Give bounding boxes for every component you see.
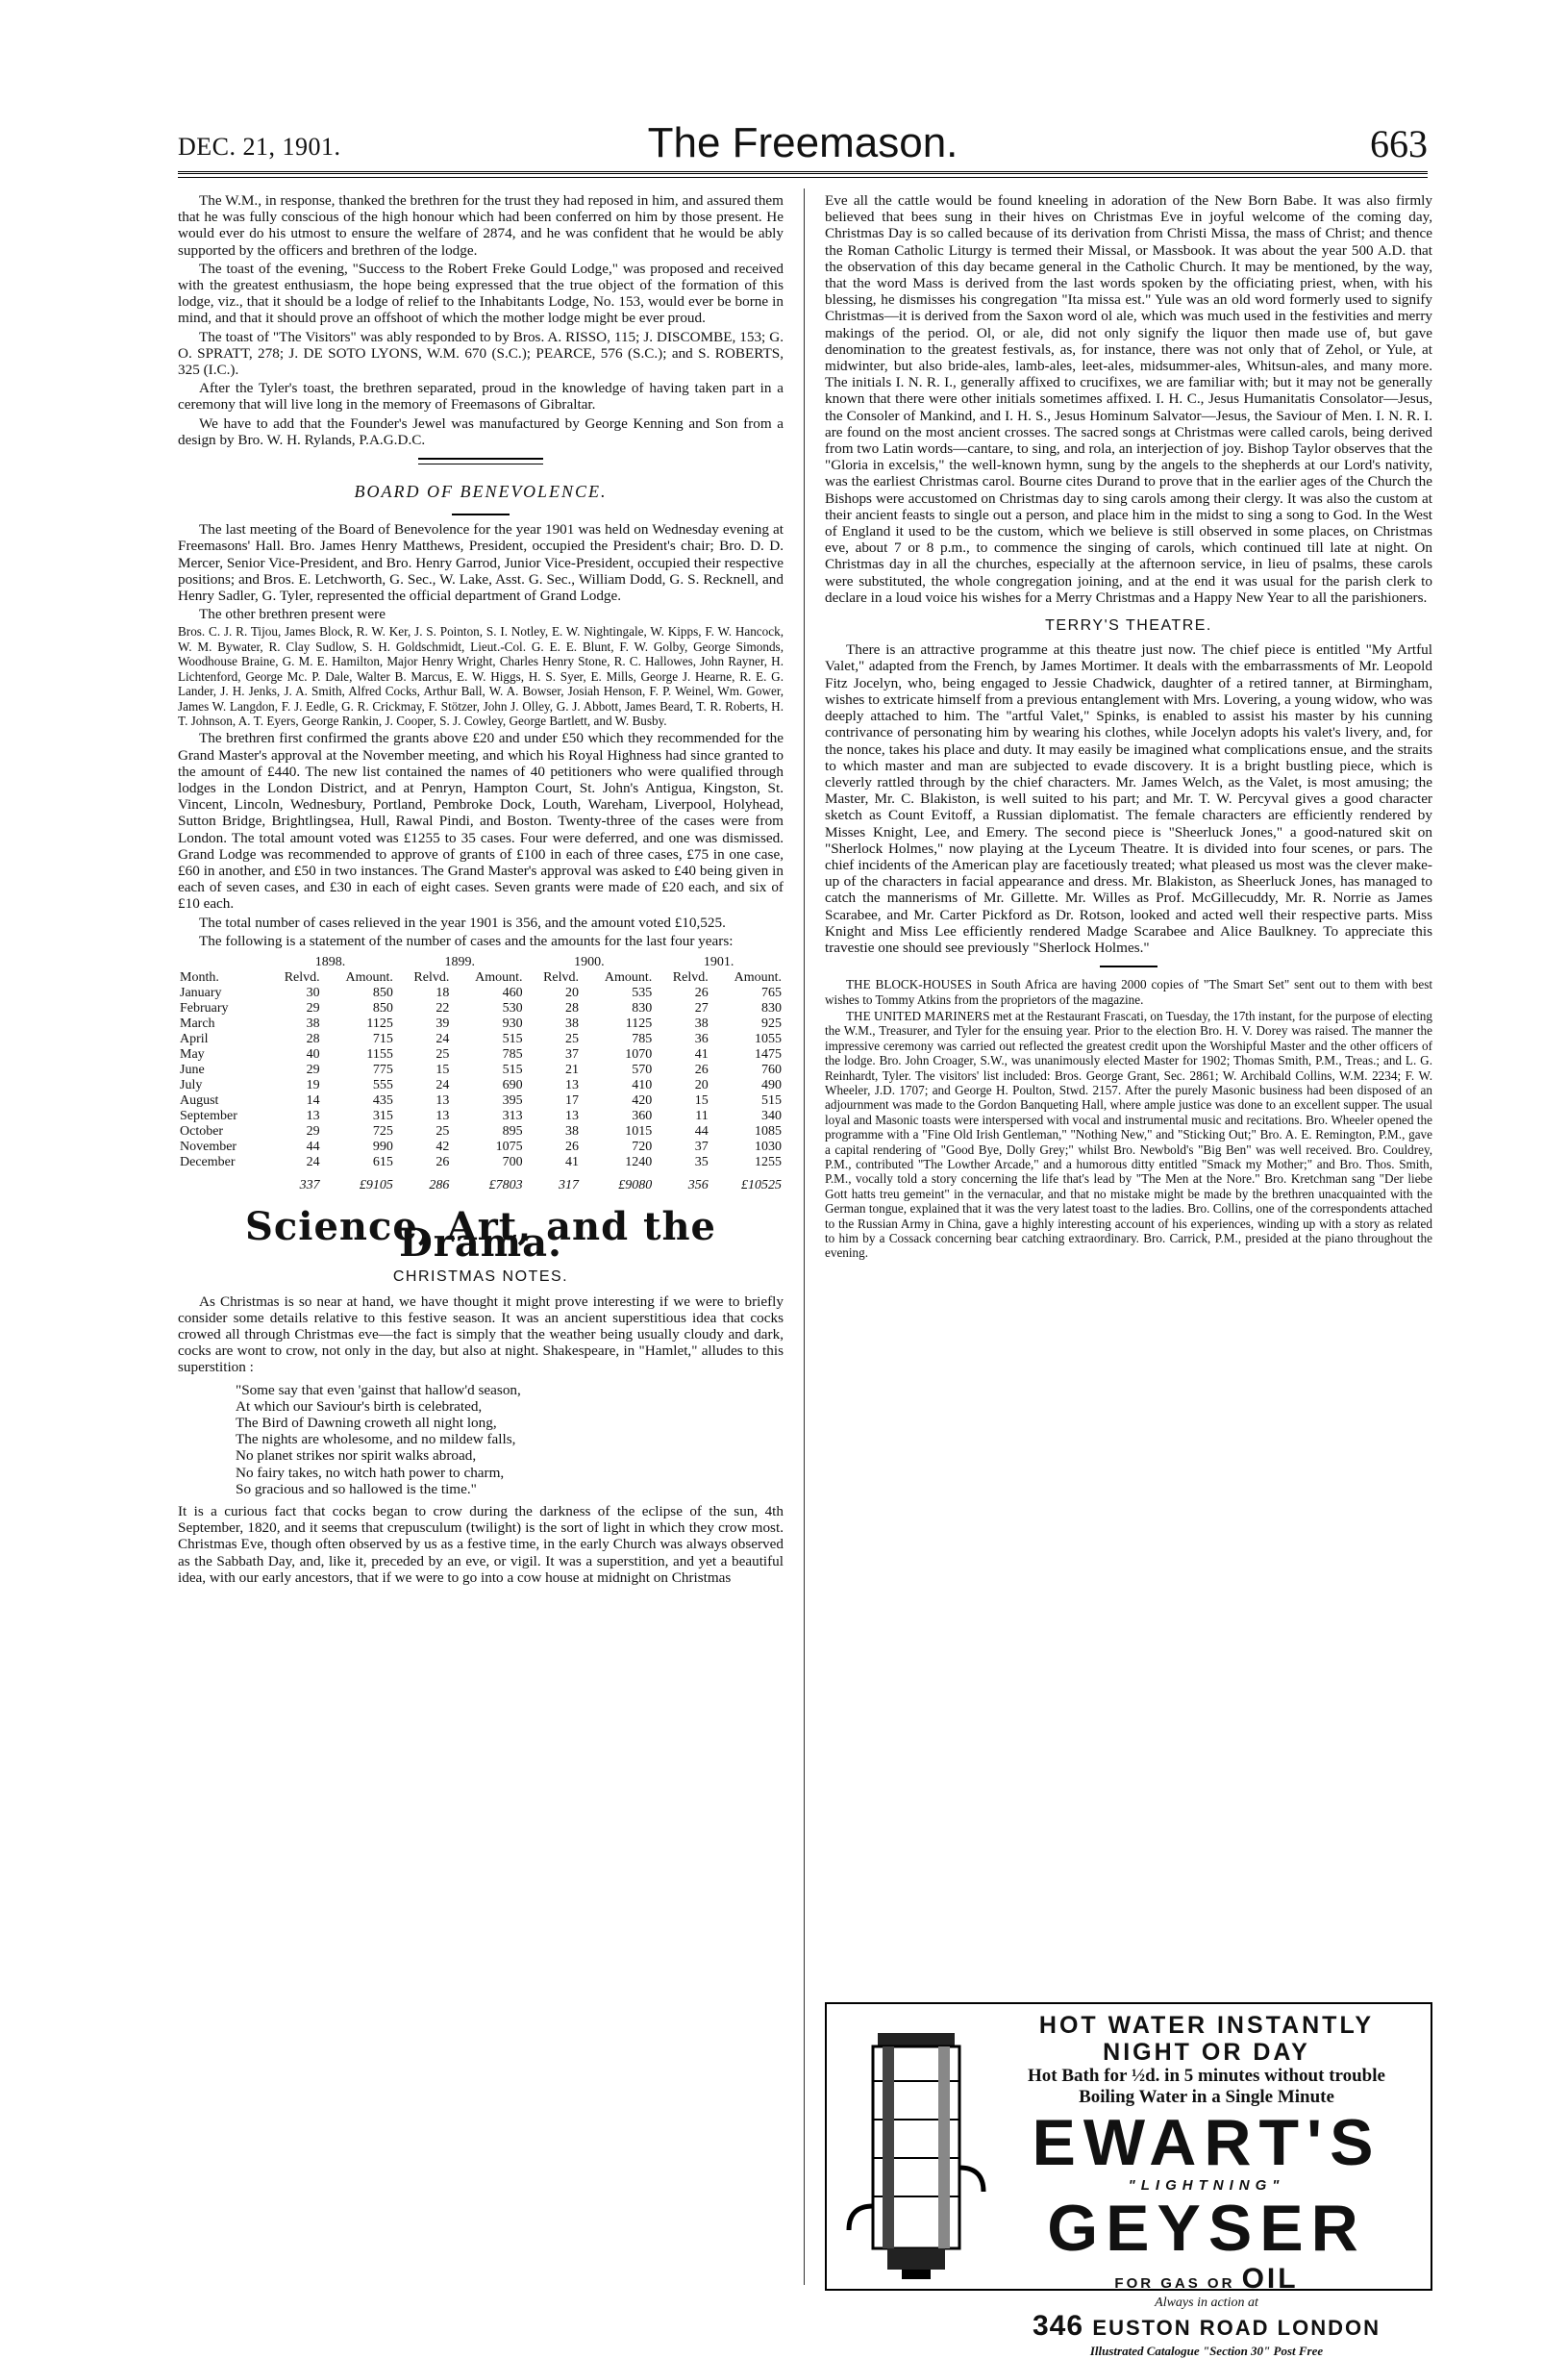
table-total-cell	[178, 1170, 265, 1193]
item-rule	[1100, 966, 1157, 967]
table-cell: 38	[565, 1016, 580, 1031]
table-cell: 765	[761, 985, 782, 1000]
table-column-header: Relvd.	[413, 969, 450, 985]
table-cell: 38	[565, 1123, 580, 1139]
advert-line: NIGHT OR DAY	[1103, 2039, 1310, 2066]
intro-paragraph: The toast of the evening, "Success to the Robert Freke Gould Lodge," was proposed and received with the greatest enthusiasm, the hope being expressed that the true object of the formation of this lodge, viz., that it should be a lodge of relief to the Inhabitants Lodge, No. 153, would ever be borne in mind, and that it should prove an offshoot of which the mother lodge might be ever proud.	[178, 260, 784, 327]
table-cell: 760	[761, 1062, 782, 1077]
table-cell: 850	[372, 1000, 393, 1016]
table-column-header: Relvd.	[672, 969, 709, 985]
table-cell: 1070	[625, 1046, 653, 1062]
table-year: 1899.	[444, 954, 475, 969]
table-cell: 1055	[755, 1031, 782, 1046]
table-cell: 26	[565, 1139, 580, 1154]
terrys-title: TERRY'S THEATRE.	[1045, 617, 1212, 635]
table-cell: 515	[502, 1062, 523, 1077]
benevolence-paragraph: The other brethren present were	[199, 606, 386, 623]
grants-paragraph: The total number of cases relieved in the year 1901 is 356, and the amount voted £10,525.	[199, 914, 726, 931]
poem-line: No fairy takes, no witch hath power to charm,	[236, 1464, 505, 1481]
table-cell: 1015	[625, 1123, 653, 1139]
table-row	[178, 1016, 784, 1032]
table-cell: February	[180, 1000, 229, 1016]
table-row	[178, 1155, 784, 1170]
table-cell: 13	[306, 1108, 320, 1123]
table-cell: 785	[502, 1046, 523, 1062]
table-cell: 28	[306, 1031, 320, 1046]
table-cell: 1475	[755, 1046, 782, 1062]
table-cell: 13	[565, 1108, 580, 1123]
table-cell: 515	[502, 1031, 523, 1046]
table-cell: 29	[306, 1123, 320, 1139]
grants-paragraph: The brethren first confirmed the grants above £20 and under £50 which they recommended for the Grand Master's approval at the November meeting, and which his Royal Highness had since granted to the amount of £440. The new list contained the names of 40 petitioners who were qualified through lodges in the London District, and at Penryn, Hampton Court, St. John's Antigua, Kingston, St. Vincent, Lincoln, Wednesbury, Portland, Pembroke Dock, Louth, Wareham, Liverpool, Holyhead, Sutton Bridge, Brightlingsea, Hull, Rawal Pindi, and Boston. Twenty-three of the cases were from London. The total amount voted was £1255 to 35 cases. Four were deferred, and one was dismissed. Grand Lodge was recommended to approve of grants of £100 in each of three cases, £75 in one case, £60 in another, and £50 in two instances. The Grand Master's approval was asked to £40 being given in each of seven cases, and £30 in each of eight cases. Seven grants were made of £20 each, and six of £10 each.	[178, 730, 784, 913]
title-rule	[452, 514, 510, 515]
benevolence-title: BOARD OF BENEVOLENCE.	[354, 482, 608, 502]
advert-product: GEYSER	[1047, 2192, 1366, 2265]
table-cell: 19	[306, 1077, 320, 1092]
table-cell: 21	[565, 1062, 580, 1077]
table-cell: October	[180, 1123, 224, 1139]
table-row	[178, 1001, 784, 1016]
table-cell: 28	[565, 1000, 580, 1016]
table-year: 1898.	[314, 954, 346, 969]
table-cell: 26	[436, 1154, 450, 1169]
table-column-header: Relvd.	[284, 969, 320, 985]
advert-address	[990, 2311, 1423, 2344]
intro-paragraph: The toast of "The Visitors" was ably responded to by Bros. A. RISSO, 115; J. DISCOMBE, 153; G. O. SPRATT, 278; J. DE SOTO LYONS, W.M. 670 (S.C.); PEARCE, 576 (S.C.); and S. ROBERTS, 325 (I.C.).	[178, 328, 784, 379]
table-cell: September	[180, 1108, 237, 1123]
intro-paragraph: We have to add that the Founder's Jewel was manufactured by George Kenning and Son from a design by Bro. W. H. Rylands, P.A.G.D.C.	[178, 414, 784, 448]
table-column-header: Amount.	[345, 969, 393, 985]
table-cell: 1155	[366, 1046, 393, 1062]
table-column-header: Relvd.	[543, 969, 580, 985]
table-total-cell: £10525	[741, 1177, 782, 1192]
christmas-continued: Eve all the cattle would be found kneeling in adoration of the New Born Babe. It was also firmly believed that bees sung in their hives on Christmas Eve in joyful welcome of the coming day, Christmas Day is so called because of its derivation from Christi Missa, the mass of Christ; and thence the Roman Catholic Liturgy is termed their Missal, or Massbook. It was about the year 500 A.D. that the observation of this day became general in the Catholic Church. It may be mentioned, by the way, that the word Mass is derived from the last words spoken by the officiating priest, when, with his blessing, he dismisses his congregation "Ita missa est." Yule was an old word formerly used to signify Christmas—it is derived from the Saxon word ol ale, which was much used in the festivities and merry makings of the period. Ol, or ale, did not only signify the liquor then made use of, but gave denomination to the greatest festivals, as, for instance, there was not only that of Zehol, or Yule, at midwinter, but also bride-ales, lamb-ales, leet-ales, midsummer-ales, Whitsun-ales, and many more. The initials I. N. R. I., generally affixed to crucifixes, we are familiar with; but it may not be generally known that there were other initials sometimes affixed. I. H. C., Jesus Humanitatis Consolator—Jesus, the Consoler of Mankind, and I. H. S., Jesus Hominum Salvator—Jesus, the Saviour of Men. I. N. R. I. are found on the most ancient crosses. The sacred songs at Christmas were called carols, being derived from two Latin words—cantare, to sing, and rola, an interjection of joy. Bishop Taylor observes that the "Gloria in excelsis," the well-known hymn, sung by the angels to the shepherds at our Lord's nativity, was the earliest Christmas carol. Bourne cites Durand to prove that in the earlier ages of the Church the Bishops were accustomed on Christmas day to sing carols among their clergy. It was also the custom at their ancient feasts to single out a person, and place him in the midst to sing a song to God. In the West of England it used to be the custom, which we believe is still observed in some places, on Christmas eve, about 7 or 8 p.m., to commence the singing of carols, which continued till late at night. On Christmas day in all the churches, especially at the afternoon service, in lieu of psalms, these carols were substituted, the whole congregation joining, and at the end it was usual for the parish clerk to declare in a loud voice his wishes for a Merry Christmas and a Happy New Year to all the parishioners.	[825, 192, 1432, 606]
table-cell: 535	[632, 985, 653, 1000]
column-divider	[804, 188, 805, 2285]
table-cell: 24	[306, 1154, 320, 1169]
terrys-paragraph: There is an attractive programme at this theatre just now. The chief piece is entitled "My Artful Valet," adapted from the French, by James Mortimer. It deals with the embarrassments of Mr. Leopold Fitz Jocelyn, who, being engaged to Jessie Chadwick, daughter of a retired tanner, at Birmingham, wishes to extricate himself from a previous entanglement with Mrs. Lovering, a young widow, who was deeply attached to him. The "artful Valet," Spinks, is enabled to assist his master by his cunning contrivance of personating him by wearing his clothes, while Jocelyn adopts his valet's livery, and, for the nonce, takes his place and duty. It may easily be imagined what complications ensue, and the straits to which master and man are subjected to evade discovery. It is a bright bustling piece, which is cleverly rattled through by the chief characters. Mr. James Welch, as the Valet, is most amusing; the Master, Mr. C. Blakiston, is well suited to his part; and Mr. T. W. Percyval gives a good character sketch as Count Evitoff, a Russian diplomatist. The female characters are efficiently rendered by Misses Knight, Lee, and Emery. The second piece is "Sheerluck Jones," a good-natured skit on "Sherlock Holmes," now playing at the Lyceum Theatre. It is divided into four scenes, or pars. The chief incidents of the American play are facetiously treated; what pleased us most was the clever make-up of the characters in facial appearance and dress. Mr. Blakiston, as Sheerluck Jones, has managed to catch the mannerisms of Mr. Gillette. Mr. Willes as Prof. McGillecuddy, Mr. R. Norrie as James Scarabee, and Mr. Carter Pickford as Dr. Rotson, looked and acted well their respective parts. Miss Knight and Miss Lee efficiently rendered Madge Scarabee and Alice Baulkney. To appreciate this travestie one should see previously "Sherlock Holmes."	[825, 641, 1432, 956]
intro-paragraph: After the Tyler's toast, the brethren separated, proud in the knowledge of having taken part in a ceremony that will live long in the memory of Freemasons of Gibraltar.	[178, 380, 784, 414]
table-cell: 24	[436, 1031, 450, 1046]
table-cell: 14	[306, 1092, 320, 1108]
table-cell: 29	[306, 1062, 320, 1077]
page-number: 663	[1370, 122, 1428, 165]
advert-for-text: FOR GAS OR	[1114, 2275, 1235, 2292]
advert-line: HOT WATER INSTANTLY	[1038, 2012, 1375, 2039]
table-cell: 26	[694, 985, 709, 1000]
geyser-advertisement	[825, 2002, 1432, 2358]
table-total-cell: £7803	[488, 1177, 523, 1192]
table-cell: 41	[565, 1154, 580, 1169]
table-cell: 410	[632, 1077, 653, 1092]
table-cell: 715	[372, 1031, 393, 1046]
table-cell: 930	[502, 1016, 523, 1031]
table-total-cell: 286	[429, 1177, 450, 1192]
table-cell: 15	[436, 1062, 450, 1077]
table-cell: June	[180, 1062, 205, 1077]
table-cell: 690	[502, 1077, 523, 1092]
table-cell: 1125	[366, 1016, 393, 1031]
table-year: 1901.	[703, 954, 734, 969]
table-cell: 36	[694, 1031, 709, 1046]
table-cell: 775	[372, 1062, 393, 1077]
table-cell: 25	[565, 1031, 580, 1046]
table-total-row	[178, 1170, 784, 1193]
cases-table	[178, 955, 784, 1193]
table-cell: January	[180, 985, 222, 1000]
section-heading: Science, Art, and the Drama.	[245, 1203, 716, 1267]
table-cell: 490	[761, 1077, 782, 1092]
table-cell: 1085	[755, 1123, 782, 1139]
table-cell: 1255	[755, 1154, 782, 1169]
table-cell: 24	[436, 1077, 450, 1092]
table-total-cell: £9105	[359, 1177, 393, 1192]
advert-for-line	[990, 2263, 1423, 2296]
table-cell: 850	[372, 985, 393, 1000]
table-cell: 555	[372, 1077, 393, 1092]
poem-line: "Some say that even 'gainst that hallow'd season,	[236, 1381, 521, 1398]
table-cell: 27	[694, 1000, 709, 1016]
table-cell: 26	[694, 1062, 709, 1077]
table-cell: 20	[565, 985, 580, 1000]
table-cell: December	[180, 1154, 236, 1169]
table-column-header: Amount.	[475, 969, 523, 985]
table-total-cell: 356	[687, 1177, 709, 1192]
table-cell: 35	[694, 1154, 709, 1169]
table-cell: 1030	[755, 1139, 782, 1154]
table-cell: 29	[306, 1000, 320, 1016]
advert-text	[990, 2012, 1423, 2359]
table-cell: 17	[565, 1092, 580, 1108]
advert-always: Always in action at	[1155, 2296, 1258, 2310]
table-cell: 570	[632, 1062, 653, 1077]
table-row	[178, 1140, 784, 1155]
table-cell: 13	[436, 1108, 450, 1123]
advert-catalogue: Illustrated Catalogue "Section 30" Post Free	[1089, 2344, 1324, 2358]
table-cell: 38	[694, 1016, 709, 1031]
brethren-list: Bros. C. J. R. Tijou, James Block, R. W. Ker, J. S. Pointon, S. I. Notley, E. W. Nightingale, W. Kipps, F. W. Hancock, W. M. Bywater, R. Clay Sudlow, S. H. Goldschmidt, Lieut.-Col. G. E. E. Blunt, F. W. Golby, George Simonds, Woodhouse Braine, G. M. E. Hamilton, Major Henry Wright, Charles Henry Stone, R. C. Hallowes, John Rayner, H. Lichtenford, George Mc. P. Dale, Walter B. Marcus, E. W. Higgs, H. S. Syer, E. Mills, George J. Hearne, R. E. G. Lander, J. H. Jenks, J. A. Smith, Alfred Cocks, Arthur Ball, W. A. Bowser, Josiah Henson, F. P. Weinel, Wm. Gower, James W. Langdon, F. J. Eedle, G. R. Crickmay, F. Stötzer, John J. Olley, G. J. Abbott, James Beard, T. R. Roberts, H. T. Johnson, A. T. Eyers, George Rankin, J. Cooper, S. J. Cowley, George Bartlett, and W. Busby.	[178, 624, 784, 728]
table-row	[178, 986, 784, 1001]
geyser-illustration	[844, 2023, 988, 2283]
grants-paragraph: The following is a statement of the number of cases and the amounts for the last four years:	[199, 932, 734, 949]
table-cell: 22	[436, 1000, 450, 1016]
table-cell: 530	[502, 1000, 523, 1016]
mariners-report: THE UNITED MARINERS met at the Restaurant Frascati, on Tuesday, the 17th instant, for the purpose of electing the W.M., Treasurer, and Tyler for the ensuing year. Prior to the election Bro. H. V. Dorey was raised. The manner the impressive ceremony was carried out reflected the greatest credit upon the Worshipful Master and the other officers of the lodge. Bro. John Croager, S.W., was unanimously elected Master for 1902; Thomas Smith, P.M., Treas.; and L. G. Reinhardt, Tyler. The visitors' list included: Bros. George Grant, Sec. 2861; W. Archibald Collins, W.M. 2234; F. W. Wheeler, J.D. 1707; and George H. Poulton, Stwd. 2157. After the purely Masonic business had been disposed of an adjournment was made to the Gordon Banqueting Hall, where ample justice was done to an excellent supper. The usual loyal and Masonic toasts were interspersed with vocal and instrumental music and recitations. Bro. Wheeler opened the programme with a "Fine Old Irish Gentleman," "Nothing New," and "Sticking Out;" Bro. A. E. Remington, P.M., gave a capital rendering of "Good Bye, Dolly Grey;" whilst Bro. Newbold's "Big Ben" was well received. Bro. Couldrey, P.M., contributed "The Lowther Arcade," and a humorous ditty entitled "Smack my Mother;" and Bro. Thos. Smith, P.M., vocally told a story concerning the life that's lead by "The Men at the Nore." Bro. Kretchman sang "Der liebe Gott hatts treu gemeint" in the vernacular, and that no mistake might be made by the brethren unacquainted with the German tongue, explained that it was the very latest toast to the ladies. Bro. Collins, one of the correspondents attached to the Russian Army in China, gave a highly interesting account of his experiences, winding up with a story as related to him by a Cossack concerning bear catching extraordinary. Bro. Carrick, P.M., presided at the piano throughout the evening.	[825, 1008, 1432, 1261]
table-cell: 25	[436, 1046, 450, 1062]
table-cell: 25	[436, 1123, 450, 1139]
table-cell: 38	[306, 1016, 320, 1031]
issue-date: DEC. 21, 1901.	[178, 133, 341, 161]
table-row	[178, 1078, 784, 1093]
table-cell: 720	[632, 1139, 653, 1154]
table-cell: 895	[502, 1123, 523, 1139]
table-total-cell: 337	[299, 1177, 320, 1192]
table-cell: 315	[372, 1108, 393, 1123]
table-cell: 313	[502, 1108, 523, 1123]
right-column	[825, 192, 1432, 1263]
table-cell: 925	[761, 1016, 782, 1031]
christmas-paragraph: As Christmas is so near at hand, we have thought it might prove interesting if we were to briefly consider some details relative to this festive season. It was an ancient superstitious idea that cocks crowed all through Christmas eve—the fact is simply that the weather being usually cloudy and dark, cocks are wont to crow, not only in the day, but also at night. Shakespeare, in "Hamlet," alludes to this superstition :	[178, 1292, 784, 1376]
table-cell: 42	[436, 1139, 450, 1154]
table-cell: 460	[502, 985, 523, 1000]
table-cell: 41	[694, 1046, 709, 1062]
left-column	[178, 192, 784, 1588]
table-cell: 1240	[625, 1154, 653, 1169]
table-cell: April	[180, 1031, 209, 1046]
table-row	[178, 1063, 784, 1078]
table-total-cell: 317	[559, 1177, 580, 1192]
table-year-row	[178, 955, 784, 970]
table-cell: 13	[565, 1077, 580, 1092]
table-row	[178, 1032, 784, 1047]
table-row	[178, 1047, 784, 1063]
table-cell: 360	[632, 1108, 653, 1123]
table-cell: 15	[694, 1092, 709, 1108]
section-rule	[418, 458, 543, 464]
poem	[236, 1382, 784, 1497]
poem-line: The Bird of Dawning croweth all night long,	[236, 1414, 497, 1431]
table-row	[178, 1109, 784, 1124]
table-cell: 11	[695, 1108, 709, 1123]
advert-tag: "LIGHTNING"	[1128, 2177, 1285, 2194]
table-cell: 395	[502, 1092, 523, 1108]
table-cell: August	[180, 1092, 219, 1108]
advert-address-street: EUSTON ROAD LONDON	[1092, 2316, 1381, 2340]
table-cell: November	[180, 1139, 237, 1154]
table-row	[178, 1093, 784, 1109]
advert-brand: EWART'S	[1032, 2106, 1381, 2179]
table-year: 1900.	[574, 954, 605, 969]
table-cell: 435	[372, 1092, 393, 1108]
table-row	[178, 1124, 784, 1140]
table-cell: 340	[761, 1108, 782, 1123]
table-cell: May	[180, 1046, 205, 1062]
table-column-header: Month.	[180, 969, 219, 985]
table-cell: 30	[306, 985, 320, 1000]
table-body	[178, 986, 784, 1193]
advert-address-number: 346	[1032, 2310, 1084, 2342]
table-cell: 420	[632, 1092, 653, 1108]
poem-line: At which our Saviour's birth is celebrated,	[236, 1397, 483, 1415]
advert-oil: OIL	[1241, 2263, 1299, 2295]
intro-paragraph: The W.M., in response, thanked the brethren for the trust they had reposed in him, and assured them that he was fully conscious of the high honour which had been conferred on him by those present. He would ever do his utmost to ensure the welfare of 2874, and he was confident that he would be ably supported by the officers and brethren of the lodge.	[178, 192, 784, 259]
table-cell: 785	[632, 1031, 653, 1046]
table-cell: 13	[436, 1092, 450, 1108]
table-cell: 44	[694, 1123, 709, 1139]
table-cell: 20	[694, 1077, 709, 1092]
table-cell: 1125	[625, 1016, 653, 1031]
poem-line: So gracious and so hallowed is the time."	[236, 1480, 477, 1497]
table-cell: 830	[761, 1000, 782, 1016]
table-cell: 830	[632, 1000, 653, 1016]
advert-line: Boiling Water in a Single Minute	[1079, 2087, 1334, 2107]
table-column-header: Amount.	[604, 969, 653, 985]
header-rule	[178, 171, 1428, 178]
table-cell: 990	[372, 1139, 393, 1154]
table-cell: 515	[761, 1092, 782, 1108]
blockhouses-note: THE BLOCK-HOUSES in South Africa are having 2000 copies of "The Smart Set" sent out to them with best wishes to Tommy Atkins from the proprietors of the magazine.	[825, 977, 1432, 1007]
table-cell: 615	[372, 1154, 393, 1169]
poem-line: No planet strikes nor spirit walks abroad,	[236, 1447, 477, 1465]
table-cell: 39	[436, 1016, 450, 1031]
table-cell: 37	[694, 1139, 709, 1154]
table-header-row	[178, 970, 784, 986]
table-column-header: Amount.	[734, 969, 782, 985]
table-cell: 37	[565, 1046, 580, 1062]
christmas-paragraph: It is a curious fact that cocks began to crow during the darkness of the eclipse of the sun, 4th September, 1820, and it seems that crepusculum (twilight) is the sort of light in which they crow most. Christmas Eve, though often observed by us as a festive time, in the early Church was always observed as the Sabbath Day, and, like it, preceded by an eve, or vigil. It was a superstition, and yet a beautiful idea, with our early ancestors, that if we were to go into a cow house at midnight on Christmas	[178, 1503, 784, 1586]
table-cell: 40	[306, 1046, 320, 1062]
table-cell: March	[180, 1016, 215, 1031]
table-cell: July	[180, 1077, 203, 1092]
table-cell: 18	[436, 985, 450, 1000]
table-total-cell: £9080	[618, 1177, 653, 1192]
christmas-title: CHRISTMAS NOTES.	[392, 1268, 569, 1286]
masthead-title: The Freemason.	[647, 119, 958, 166]
table-cell: 44	[306, 1139, 320, 1154]
benevolence-paragraph: The last meeting of the Board of Benevolence for the year 1901 was held on Wednesday evening at Freemasons' Hall. Bro. James Henry Matthews, President, occupied the President's chair; Bro. D. D. Mercer, Senior Vice-President, and Bro. Henry Garrod, Junior Vice-President, occupied their respective positions; and Bros. E. Letchworth, G. Sec., W. Lake, Asst. G. Sec., William Dodd, G. S. Recknell, and Henry Sadler, G. Tyler, represented the official department of Grand Lodge.	[178, 521, 784, 605]
table-cell: 700	[502, 1154, 523, 1169]
advert-line: Hot Bath for ½d. in 5 minutes without trouble	[1028, 2066, 1385, 2086]
table-cell: 725	[372, 1123, 393, 1139]
table-cell: 1075	[495, 1139, 523, 1154]
poem-line: The nights are wholesome, and no mildew falls,	[236, 1431, 516, 1448]
